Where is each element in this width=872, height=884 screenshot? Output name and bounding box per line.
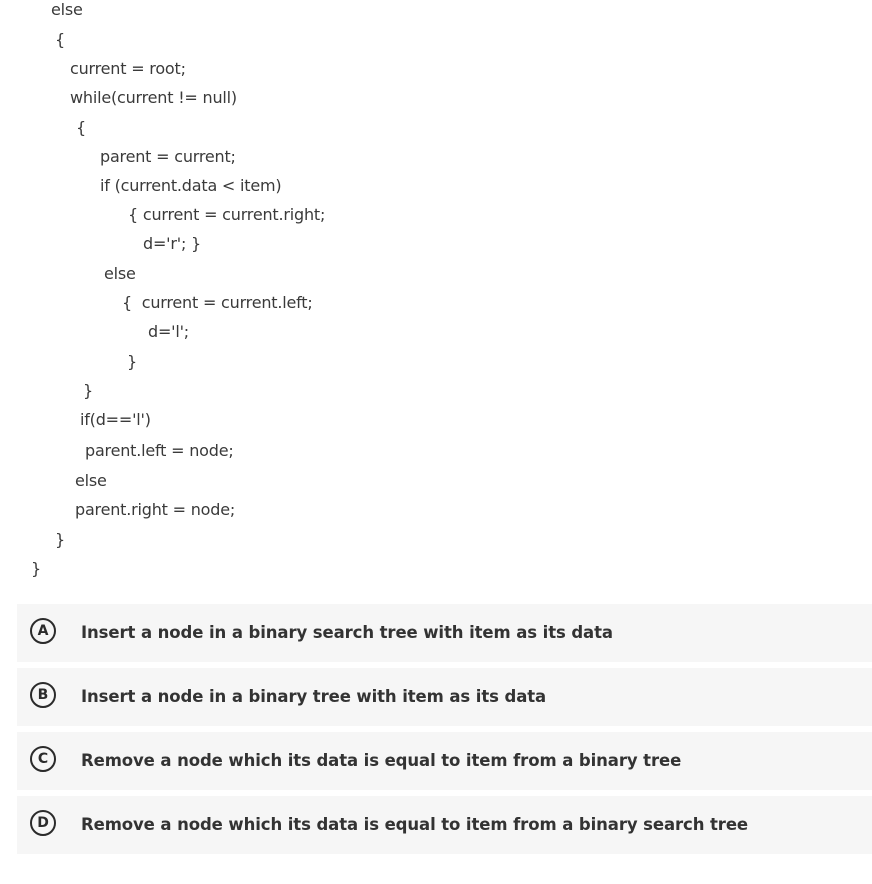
code-line: current = root; bbox=[70, 59, 186, 78]
code-line: { bbox=[76, 118, 86, 137]
code-line: if (current.data < item) bbox=[100, 176, 282, 195]
code-line: else bbox=[51, 0, 83, 19]
code-line: { bbox=[55, 30, 65, 49]
code-line: { current = current.right; bbox=[128, 205, 326, 224]
option-a-letter-icon: A bbox=[30, 618, 56, 644]
code-line: parent = current; bbox=[100, 147, 236, 166]
code-line: } bbox=[127, 352, 137, 371]
option-a[interactable] bbox=[17, 604, 872, 662]
code-line: d='l'; bbox=[148, 322, 189, 341]
option-a-text: Insert a node in a binary search tree with item as its data bbox=[81, 623, 613, 642]
code-line: parent.left = node; bbox=[85, 441, 234, 460]
option-b-text: Insert a node in a binary tree with item as its data bbox=[81, 687, 547, 706]
option-b-letter-icon: B bbox=[30, 682, 56, 708]
code-line: d='r'; } bbox=[143, 234, 201, 253]
code-line: else bbox=[75, 471, 107, 490]
option-c-letter-icon: C bbox=[30, 746, 56, 772]
code-line: parent.right = node; bbox=[75, 500, 236, 519]
answer-options bbox=[17, 604, 872, 860]
option-d-text: Remove a node which its data is equal to item from a binary search tree bbox=[81, 815, 749, 834]
option-c[interactable] bbox=[17, 732, 872, 790]
code-line: else bbox=[104, 264, 136, 283]
option-d-letter-icon: D bbox=[30, 810, 56, 836]
code-line: { current = current.left; bbox=[122, 293, 313, 312]
option-d[interactable] bbox=[17, 796, 872, 854]
code-line: } bbox=[83, 381, 93, 400]
code-line: } bbox=[31, 559, 41, 578]
code-line: } bbox=[55, 530, 65, 549]
option-c-text: Remove a node which its data is equal to item from a binary tree bbox=[81, 751, 682, 770]
option-b[interactable] bbox=[17, 668, 872, 726]
code-line: if(d=='l') bbox=[80, 410, 151, 429]
code-line: while(current != null) bbox=[70, 88, 237, 107]
